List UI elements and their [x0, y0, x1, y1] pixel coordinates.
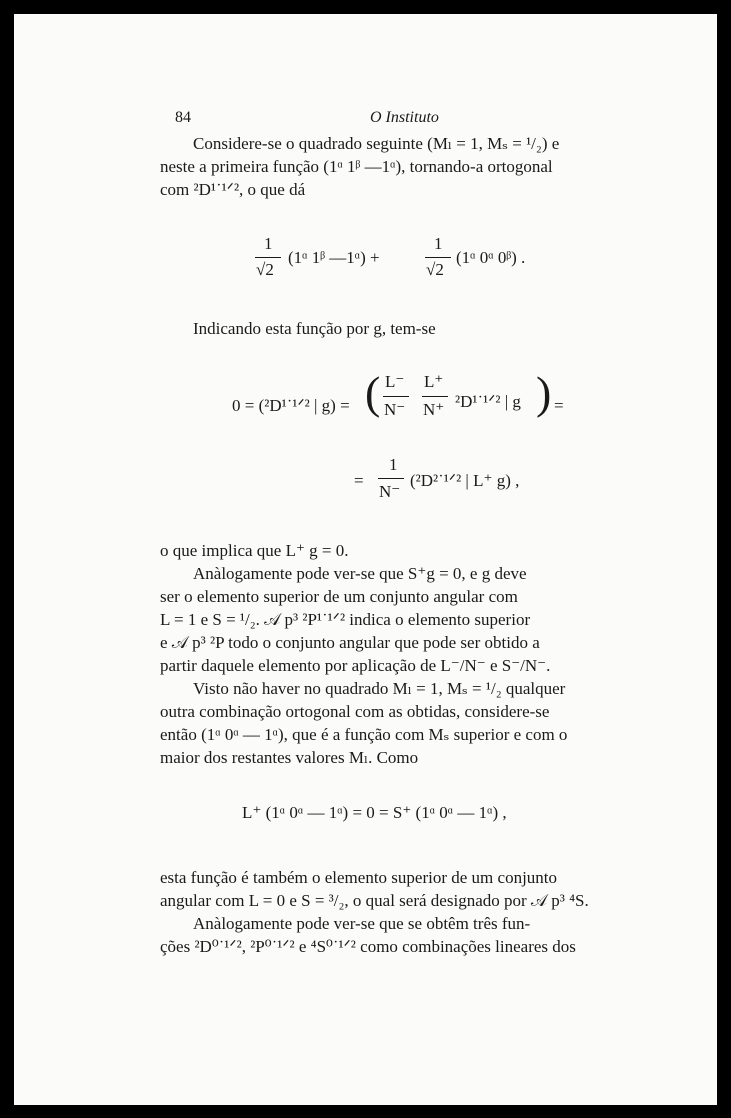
- fraction-denominator: N⁻: [384, 400, 406, 419]
- paragraph-line: Considere-se o quadrado seguinte (Mₗ = 1, Mₛ = ¹/₂) e: [193, 134, 560, 153]
- fraction-bar: [383, 396, 409, 397]
- paragraph-line: angular com L = 0 e S = ³/₂, o qual será designado por 𝒜 p³ ⁴S.: [160, 891, 589, 910]
- paragraph-line: Anàlogamente pode ver-se que S⁺g = 0, e g deve: [193, 564, 527, 583]
- fraction-denominator: N⁻: [379, 482, 401, 501]
- equation-term: (1ᵅ 0ᵅ 0ᵝ) .: [456, 248, 526, 267]
- paragraph-line: esta função é também o elemento superior de um conjunto: [160, 868, 558, 887]
- fraction-denominator: √2: [256, 260, 274, 279]
- paragraph-line: ções ²D⁰˙¹ᐟ², ²P⁰˙¹ᐟ² e ⁴S⁰˙¹ᐟ² como combinações lineares dos: [160, 937, 576, 956]
- paragraph-line: outra combinação ortogonal com as obtidas, considere-se: [160, 702, 550, 721]
- paragraph-line: Indicando esta função por g, tem-se: [193, 319, 436, 338]
- fraction-denominator: √2: [426, 260, 444, 279]
- fraction-denominator: N⁺: [423, 400, 445, 419]
- fraction-bar: [255, 257, 281, 258]
- paragraph-line: neste a primeira função (1ᵅ 1ᵝ —1ᵅ), tornando-a ortogonal: [160, 157, 553, 176]
- fraction-numerator: L⁻: [385, 372, 405, 391]
- fraction-bar: [378, 478, 404, 479]
- equation-4: L⁺ (1ᵅ 0ᵅ — 1ᵅ) = 0 = S⁺ (1ᵅ 0ᵅ — 1ᵅ) ,: [242, 803, 507, 822]
- paragraph-line: L = 1 e S = ¹/₂. 𝒜 p³ ²P¹˙¹ᐟ² indica o elemento superior: [160, 610, 531, 629]
- fraction-bar: [425, 257, 451, 258]
- paragraph-line: maior dos restantes valores Mₗ. Como: [160, 748, 419, 767]
- left-paren: (: [365, 367, 381, 418]
- paragraph-line: e 𝒜 p³ ²P todo o conjunto angular que pode ser obtido a: [160, 633, 540, 652]
- equation-tail: =: [554, 396, 564, 415]
- right-paren: ): [536, 367, 552, 418]
- fraction-numerator: 1: [389, 455, 398, 474]
- equation-body: (²D²˙¹ᐟ² | L⁺ g) ,: [410, 471, 520, 490]
- fraction-bar: [422, 396, 448, 397]
- page-number: 84: [175, 109, 191, 126]
- equation-term: (1ᵅ 1ᵝ —1ᵅ) +: [288, 248, 380, 267]
- fraction-numerator: L⁺: [424, 372, 444, 391]
- fraction-numerator: 1: [434, 234, 443, 253]
- paragraph-line: Anàlogamente pode ver-se que se obtêm três fun-: [193, 914, 531, 933]
- paragraph-line: então (1ᵅ 0ᵅ — 1ᵅ), que é a função com Mₛ superior e com o: [160, 725, 568, 744]
- running-head: O Instituto: [370, 109, 439, 126]
- equation-lhs: 0 = (²D¹˙¹ᐟ² | g) =: [232, 396, 350, 415]
- paragraph-line: com ²D¹˙¹ᐟ², o que dá: [160, 180, 306, 199]
- paragraph-line: Visto não haver no quadrado Mₗ = 1, Mₛ = ¹/₂ qualquer: [193, 679, 566, 698]
- equation-inner: ²D¹˙¹ᐟ² | g: [455, 392, 521, 411]
- paragraph-line: o que implica que L⁺ g = 0.: [160, 541, 349, 560]
- fraction-numerator: 1: [264, 234, 273, 253]
- equation-prefix: =: [354, 471, 364, 490]
- paragraph-line: ser o elemento superior de um conjunto angular com: [160, 587, 518, 606]
- paragraph-line: partir daquele elemento por aplicação de L⁻/N⁻ e S⁻/N⁻.: [160, 656, 551, 675]
- book-page: [14, 14, 717, 1105]
